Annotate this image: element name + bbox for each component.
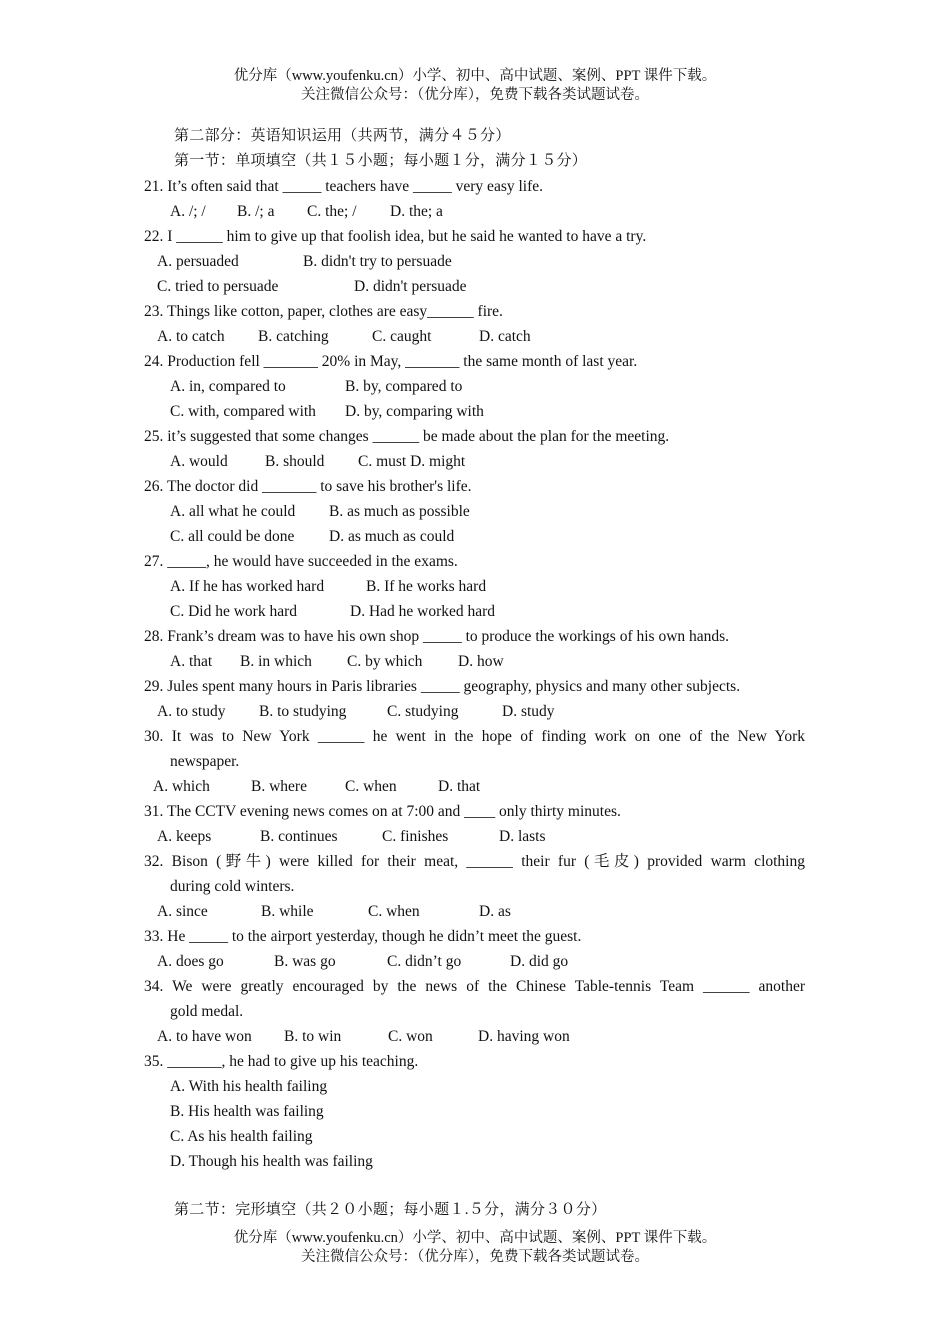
- question-26-option-d: D. as much as could: [329, 528, 455, 545]
- question-22-option-d: D. didn't persuade: [354, 278, 467, 295]
- question-23-option-d: D. catch: [479, 328, 531, 345]
- page-footer-line-2: 关注微信公众号：（优分库），免费下载各类试题试卷。: [301, 1249, 649, 1265]
- question-35-option-b: B. His health was failing: [170, 1103, 324, 1120]
- question-23-stem: 23. Things like cotton, paper, clothes are easy______ fire.: [144, 303, 503, 320]
- section-two-title: 第二节：完形填空（共２０小题；每小题１.５分，满分３０分）: [174, 1202, 607, 1218]
- question-26-option-c: C. all could be done: [170, 528, 295, 545]
- question-27-option-c: C. Did he work hard: [170, 603, 297, 620]
- question-30-option-d: D. that: [438, 778, 481, 795]
- question-34-option-b: B. to win: [284, 1028, 342, 1045]
- question-34-option-c: C. won: [388, 1028, 433, 1045]
- question-30-stem-line-2: newspaper.: [170, 753, 240, 770]
- question-24-option-d: D. by, comparing with: [345, 403, 484, 420]
- question-32-stem-line-1: 32. Bison (野牛) were killed for their meat, ______ their fur (毛皮) provided warm clothing: [144, 853, 805, 870]
- question-25-option-b: B. should: [265, 453, 325, 470]
- question-32-option-d: D. as: [479, 903, 511, 920]
- question-24-option-c: C. with, compared with: [170, 403, 316, 420]
- question-23-option-a: A. to catch: [157, 328, 225, 345]
- question-22-option-a: A. persuaded: [157, 253, 239, 270]
- question-31-option-d: D. lasts: [499, 828, 546, 845]
- question-31-option-a: A. keeps: [157, 828, 212, 845]
- question-22-stem: 22. I ______ him to give up that foolish idea, but he said he wanted to have a try.: [144, 228, 647, 245]
- question-21-stem: 21. It’s often said that _____ teachers have _____ very easy life.: [144, 178, 544, 195]
- question-21-option-d: D. the; a: [390, 203, 443, 220]
- question-29-option-c: C. studying: [387, 703, 459, 720]
- page-header-line-1: 优分库（www.youfenku.cn）小学、初中、高中试题、案例、PPT 课件下载。: [233, 68, 717, 84]
- section-one-title: 第一节：单项填空（共１５小题；每小题１分，满分１５分）: [174, 153, 588, 169]
- question-32-option-b: B. while: [261, 903, 314, 920]
- question-23-option-c: C. caught: [372, 328, 432, 345]
- question-29-option-b: B. to studying: [259, 703, 347, 720]
- question-21-option-c: C. the; /: [307, 203, 357, 220]
- question-30-option-c: C. when: [345, 778, 397, 795]
- question-33-option-c: C. didn’t go: [387, 953, 462, 970]
- page-header-line-2: 关注微信公众号：（优分库），免费下载各类试题试卷。: [301, 87, 649, 103]
- question-22-option-c: C. tried to persuade: [157, 278, 279, 295]
- question-29-option-a: A. to study: [157, 703, 226, 720]
- question-26-option-a: A. all what he could: [170, 503, 296, 520]
- question-35-option-a: A. With his health failing: [170, 1078, 328, 1095]
- question-23-option-b: B. catching: [258, 328, 329, 345]
- page-footer-line-1: 优分库（www.youfenku.cn）小学、初中、高中试题、案例、PPT 课件下载。: [233, 1230, 717, 1246]
- question-21-option-a: A. /; /: [170, 203, 206, 220]
- question-33-option-d: D. did go: [510, 953, 569, 970]
- question-28-option-d: D. how: [458, 653, 504, 670]
- question-22-option-b: B. didn't try to persuade: [303, 253, 452, 270]
- question-27-option-b: B. If he works hard: [366, 578, 487, 595]
- question-34-stem-line-2: gold medal.: [170, 1003, 244, 1020]
- question-25-stem: 25. it’s suggested that some changes ______ be made about the plan for the meeting.: [144, 428, 670, 445]
- question-31-stem: 31. The CCTV evening news comes on at 7:00 and ____ only thirty minutes.: [144, 803, 621, 820]
- question-27-stem: 27. _____, he would have succeeded in the exams.: [144, 553, 458, 570]
- question-31-option-b: B. continues: [260, 828, 338, 845]
- question-27-option-a: A. If he has worked hard: [170, 578, 325, 595]
- question-34-stem-line-1: 34. We were greatly encouraged by the news of the Chinese Table-tennis Team ______ another: [144, 978, 805, 995]
- question-26-option-b: B. as much as possible: [329, 503, 470, 520]
- question-29-stem: 29. Jules spent many hours in Paris libraries _____ geography, physics and many other subjects.: [144, 678, 741, 695]
- question-27-option-d: D. Had he worked hard: [350, 603, 496, 620]
- question-28-option-c: C. by which: [347, 653, 423, 670]
- question-24-option-b: B. by, compared to: [345, 378, 463, 395]
- question-26-stem: 26. The doctor did _______ to save his brother's life.: [144, 478, 472, 495]
- question-25-option-a: A. would: [170, 453, 228, 470]
- question-32-option-a: A. since: [157, 903, 208, 920]
- question-30-stem-line-1: 30. It was to New York ______ he went in the hope of finding work on one of the New York: [144, 728, 805, 745]
- question-32-stem-line-2: during cold winters.: [170, 878, 295, 895]
- question-33-option-b: B. was go: [274, 953, 336, 970]
- question-35-option-c: C. As his health failing: [170, 1128, 313, 1145]
- question-24-option-a: A. in, compared to: [170, 378, 286, 395]
- question-33-stem: 33. He _____ to the airport yesterday, though he didn’t meet the guest.: [144, 928, 582, 945]
- question-35-stem: 35. _______, he had to give up his teaching.: [144, 1053, 419, 1070]
- question-28-option-b: B. in which: [240, 653, 312, 670]
- question-30-option-a: A. which: [153, 778, 210, 795]
- question-21-option-b: B. /; a: [237, 203, 275, 220]
- question-28-stem: 28. Frank’s dream was to have his own shop _____ to produce the workings of his own hands.: [144, 628, 730, 645]
- question-30-option-b: B. where: [251, 778, 307, 795]
- question-24-stem: 24. Production fell _______ 20% in May, _______ the same month of last year.: [144, 353, 638, 370]
- question-25-options-c-d: C. must D. might: [358, 453, 466, 470]
- question-29-option-d: D. study: [502, 703, 555, 720]
- question-32-option-c: C. when: [368, 903, 420, 920]
- question-31-option-c: C. finishes: [382, 828, 449, 845]
- question-34-option-d: D. having won: [478, 1028, 570, 1045]
- question-33-option-a: A. does go: [157, 953, 224, 970]
- question-35-option-d: D. Though his health was failing: [170, 1153, 373, 1170]
- question-28-option-a: A. that: [170, 653, 213, 670]
- part-two-title: 第二部分：英语知识运用（共两节，满分４５分）: [174, 128, 511, 144]
- question-34-option-a: A. to have won: [157, 1028, 252, 1045]
